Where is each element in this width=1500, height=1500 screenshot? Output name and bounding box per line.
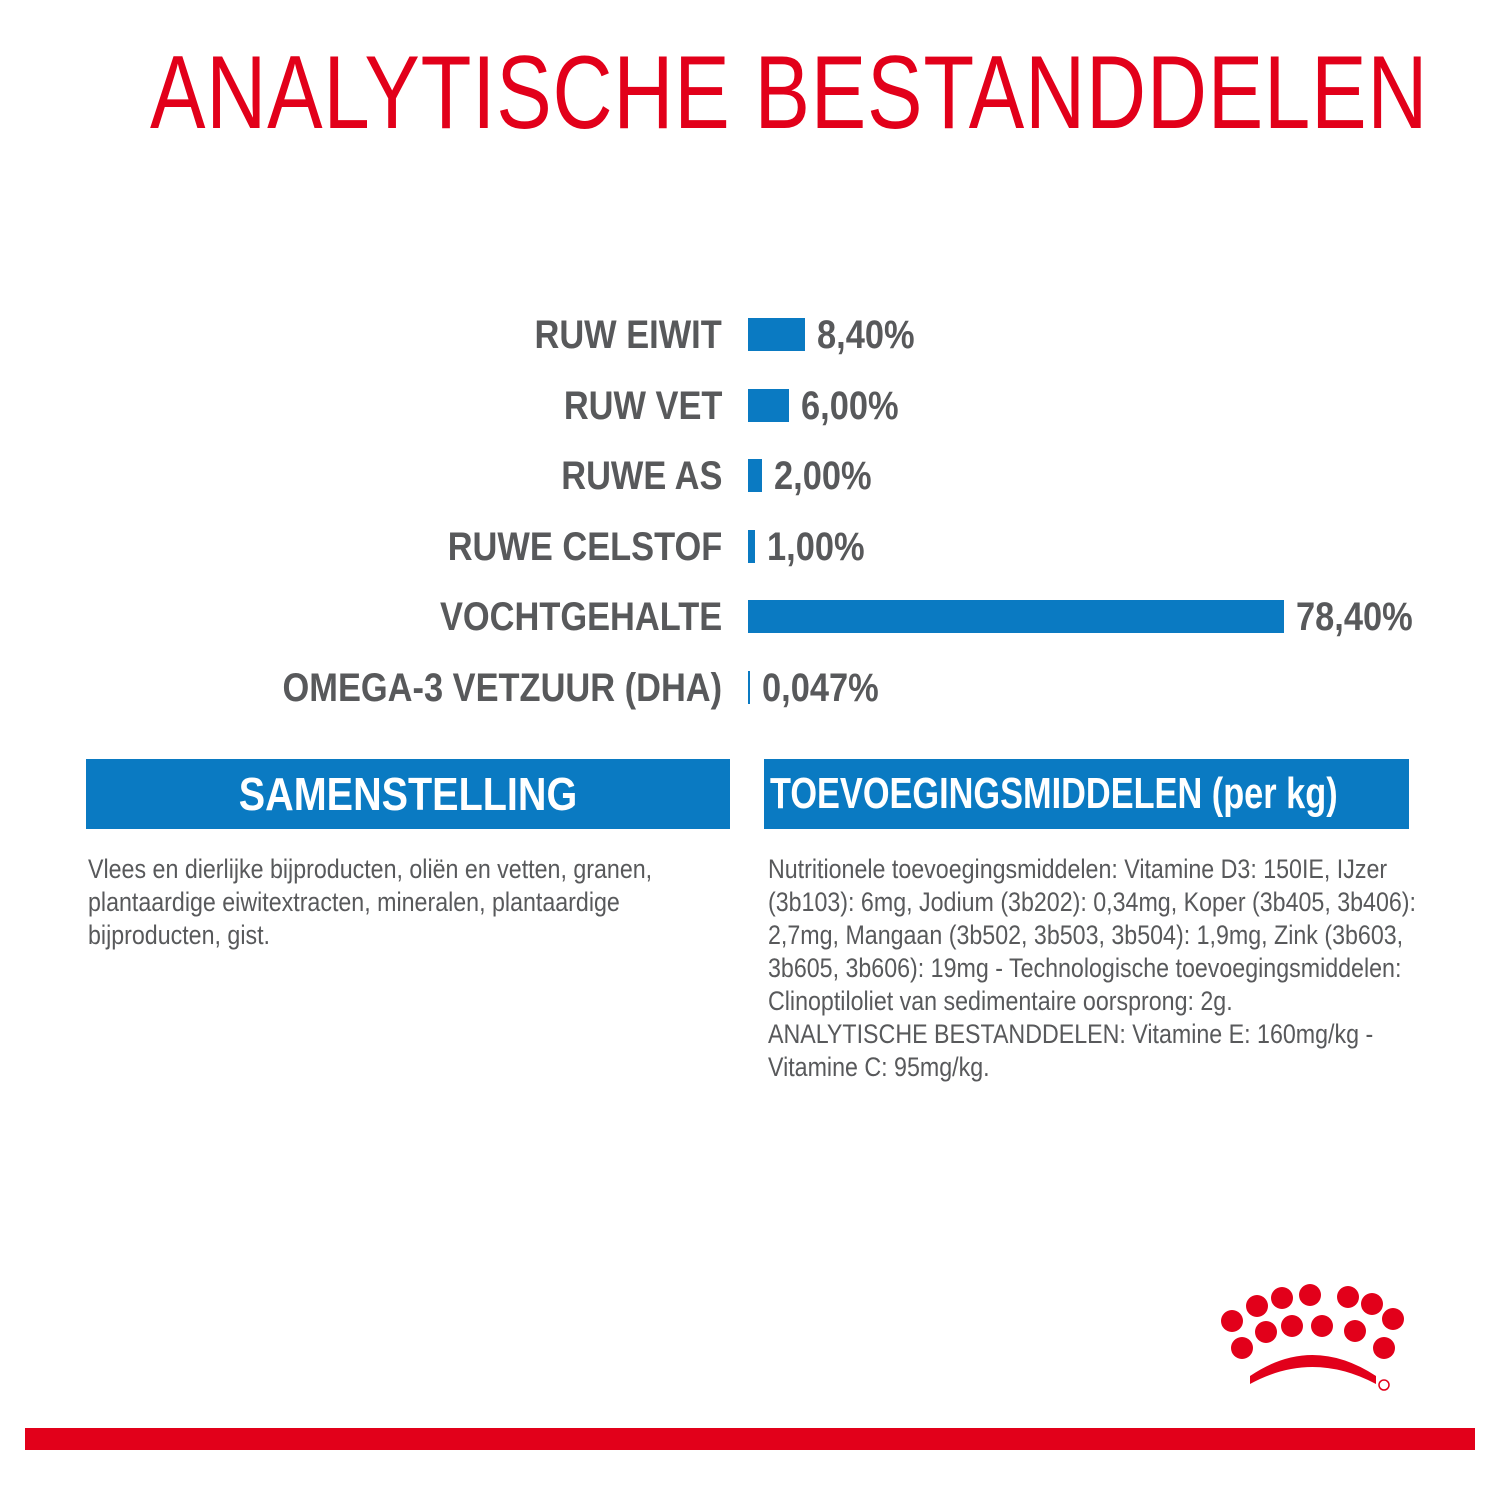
- bar-row: [0, 305, 1500, 365]
- category-label: RUW VET: [563, 383, 722, 428]
- samenstelling-text: [88, 853, 652, 952]
- text-line: ANALYTISCHE BESTANDDELEN: Vitamine E: 160mg/kg -: [768, 1019, 1374, 1049]
- text-line: Nutritionele toevoegingsmiddelen: Vitamine D3: 150IE, IJzer: [768, 854, 1388, 884]
- bar-row: [0, 446, 1500, 506]
- page-title: ANALYTISCHE BESTANDDELEN: [150, 35, 1429, 151]
- text-line: Vlees en dierlijke bijproducten, oliën en vetten, granen,: [88, 854, 653, 884]
- value-label: 8,40%: [817, 313, 915, 357]
- text-line: 2,7mg, Mangaan (3b502, 3b503, 3b504): 1,9mg, Zink (3b603,: [768, 920, 1404, 950]
- category-label: VOCHTGEHALTE: [439, 595, 722, 639]
- bar-row: [0, 587, 1500, 647]
- bar-row: [0, 376, 1500, 436]
- bar: [748, 671, 750, 704]
- toevoegingsmiddelen-header: [764, 759, 1409, 829]
- toevoegingsmiddelen-heading: TOEVOEGINGSMIDDELEN (per kg): [770, 769, 1338, 818]
- bar-row: [0, 517, 1500, 577]
- bar: [748, 600, 1284, 633]
- value-label: 78,40%: [1296, 595, 1413, 639]
- bar: [748, 318, 805, 351]
- text-line: 3b605, 3b606): 19mg - Technologische toevoegingsmiddelen:: [768, 953, 1402, 983]
- nutrient-bar-chart: [0, 0, 1500, 740]
- bar: [748, 389, 789, 422]
- bar-row: [0, 658, 1500, 718]
- toevoegingsmiddelen-text: [768, 853, 1416, 1084]
- value-label: 6,00%: [801, 383, 899, 428]
- category-label: RUWE AS: [560, 454, 722, 498]
- samenstelling-heading: SAMENSTELLING: [238, 768, 578, 820]
- category-label: OMEGA-3 VETZUUR (DHA): [282, 665, 722, 710]
- text-line: Vitamine C: 95mg/kg.: [768, 1052, 990, 1082]
- text-line: bijproducten, gist.: [88, 920, 270, 950]
- bar: [748, 459, 762, 492]
- bottom-red-stripe: [25, 1428, 1475, 1450]
- samenstelling-header: [86, 759, 730, 829]
- category-label: RUWE CELSTOF: [447, 524, 722, 569]
- value-label: 1,00%: [766, 524, 865, 569]
- text-line: Clinoptiloliet van sedimentaire oorsprong: 2g.: [768, 986, 1233, 1016]
- text-line: (3b103): 6mg, Jodium (3b202): 0,34mg, Koper (3b405, 3b406):: [768, 887, 1416, 917]
- bar: [748, 530, 755, 563]
- category-label: RUW EIWIT: [534, 313, 722, 357]
- value-label: 0,047%: [762, 665, 879, 710]
- text-line: plantaardige eiwitextracten, mineralen, plantaardige: [88, 887, 620, 917]
- value-label: 2,00%: [773, 454, 872, 498]
- royal-canin-crown-icon: [1212, 1284, 1412, 1394]
